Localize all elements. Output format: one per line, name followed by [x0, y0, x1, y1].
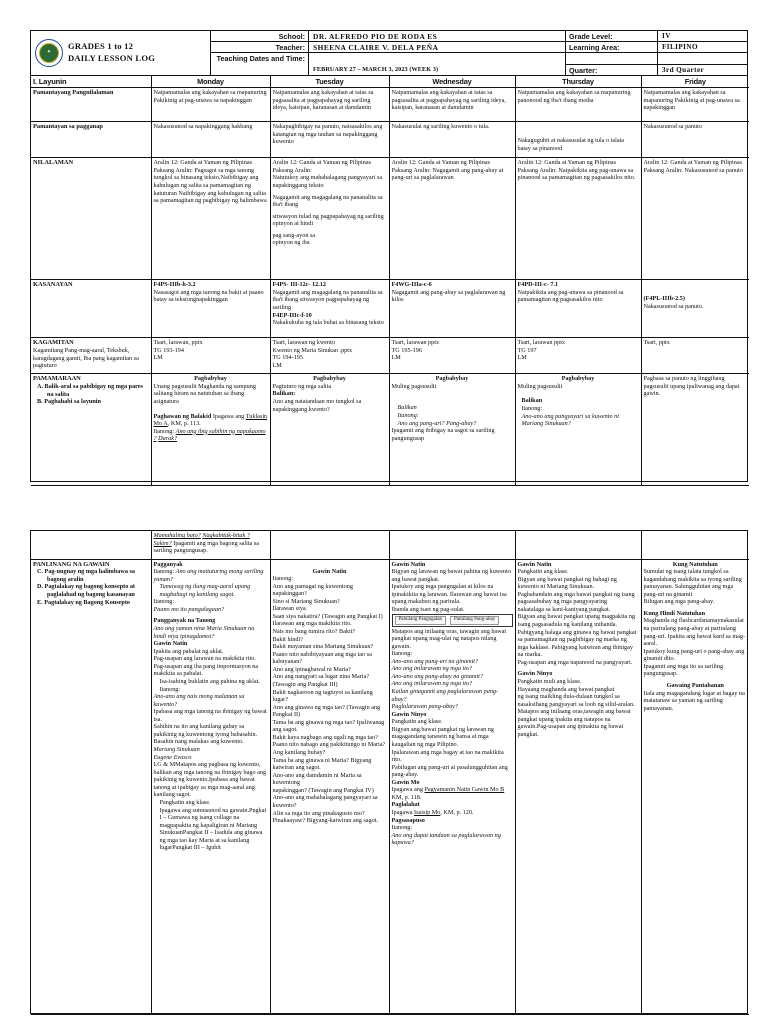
dates-value: FEBRUARY 27 – MARCH 3, 2023 (WEEK 3): [313, 65, 439, 73]
table-row: PAMAMARAAN A. Balik-aral sa pabibigay ng mga pares na salita B. Paghahabi sa layunin Pagbabybay Unang pagsusulit Maghanda ng sampung salitang hiram na natutuhan sa ibang asignatura Paghawan ng Balakid Ipagawa ang Tuklasin Mo A, KM, p. 113. Itanong: Ano ang ibig sabihin ng napakaamo ? Darak? Pagbabybay Pagtuturo ng mga salita Balikan: Ano ang natatandaan mo tungkol sa napakinggang kwento? Pagbabybay Muling pagsusulit Balikan Itanong: Ano ang pang-uri? Pang-abay? Ipagamit ang ibibigay na sagot sa sariling pangungusap Pagbabybay Muling pagsusulit Balikan Itanong: Ano-ano ang pangyayari sa kuwento ni Mariang Sinukuan? Pagbasa sa panuto ng linggihang pagsusulit upang ipaliwanag ang dapat gawin.: [31, 374, 749, 486]
cell-text: Nasasagot ang mga tanong na bakit at paano batay sa tekstongnapakinggan: [153, 288, 264, 304]
cell-heading: Gawin Natin: [517, 560, 552, 568]
procedure-item-c: C. Pag-uugnay ng mga halimbawa sa bagong aralin: [37, 568, 135, 583]
cell-text: Naipamamalas ang kakayahan sa mapanuring panonood ng iba't ibang media: [515, 88, 641, 122]
cell-heading: Pangganyak na Tanong: [153, 617, 216, 625]
cell-text: TG 195-196: [391, 346, 422, 354]
cell-text: Balikan:: [272, 390, 296, 398]
row-sublabel: Kagamitang Pang-mag-aaral, Teksbuk, karagdagang gamit, Iba pang kagamitan sa pagtuturo: [33, 347, 139, 370]
cell-text: Tsart, larawan pptx: [391, 339, 440, 347]
cell-heading: Gawin Natin: [153, 640, 188, 648]
row-label: PAMAMARAAN: [33, 375, 81, 383]
cell-text: Nagagamit ang magagalang na pananalita sa iba't ibang sitwasyon pagpapahayag ng sariling: [272, 288, 383, 311]
cell-text: Tsart, larawan, pptx: [153, 339, 203, 347]
grade-label: Grade Level:: [566, 31, 658, 41]
cell-heading: Pagganyak: [153, 560, 183, 568]
row-label: NILALAMAN: [31, 158, 151, 280]
cell-text: Paksang Aralin: Naipakikita ang pag-unawa sa pinanood sa pamamagitan ng pagsasakilos nito.: [517, 166, 636, 182]
cell-text: Naipakikita ang pag-unawa sa pinanood sa pamamagitan ng pagsasakilos nito: [517, 288, 624, 304]
cell-text: Muling pagsusulit: [517, 382, 563, 390]
quarter-value: 3rd Quarter: [662, 65, 705, 74]
cell-text: Tsart, larawan ng kwento: [272, 339, 335, 347]
lesson-table-1: [31, 76, 749, 486]
cell-text: Aralin 12: Ganda at Yaman ng Pilipinas: [272, 159, 371, 167]
cell-text: Aralin 12: Ganda at Yaman ng Pilipinas: [153, 159, 252, 167]
cell-heading: Gawin Ninyo: [517, 670, 553, 678]
row-label: Pamantayang Pangnilalaman: [31, 88, 151, 122]
cell-text: Balikan: [397, 404, 417, 412]
teacher-label: Teacher:: [211, 42, 309, 52]
row-label: KAGAMITAN: [33, 339, 74, 347]
procedure-item-e: E. Pagtalakay ng Bagong Konsepto: [37, 598, 130, 606]
cell-text: Paksang Aralin: Nakasusunod sa panuto: [643, 166, 743, 174]
title-line-2: DAILY LESSON LOG: [68, 53, 156, 63]
competency-code: F4PS- III-12c- 12.12: [272, 281, 326, 289]
area-label: Learning Area:: [566, 42, 658, 52]
cell-heading: Paglalahat: [391, 801, 420, 809]
cell-text: pag sang-ayon sa: [272, 231, 316, 239]
cell-heading: Pagsasapuso: [391, 816, 425, 824]
cell-text: sitwasyon tulad ng pagpapahayag ng sariling opinyon at hindi: [272, 212, 384, 228]
cell-text: TG 194-195: [272, 354, 303, 362]
cell-text: Nakasusulat ng sariling kuwento o tula.: [389, 122, 515, 158]
table-row: [31, 280, 749, 338]
cell-text: LM: [517, 354, 527, 362]
cell-text: Unang pagsusulit Maghanda ng sampung salitang hiram na natutuhan sa ibang asignatura: [153, 382, 256, 405]
cell-heading: Paghawan ng Balakid: [153, 412, 212, 420]
lesson-table-2: [31, 531, 749, 1015]
cell-heading: Kung Hindi Natutuhan: [643, 609, 706, 617]
cell-text: Nakagugubit at nakasusulat ng tula o talata batay sa pinanood: [517, 137, 625, 152]
cell-text: Itanong:: [521, 404, 543, 412]
school-label: School:: [211, 31, 309, 41]
cell-text: LM: [391, 354, 401, 362]
cell-heading: Gawin Natin: [312, 567, 347, 575]
lesson-link[interactable]: Isaisip Mo: [414, 809, 441, 817]
competency-code: (F4PL-IIIb-2.5): [643, 295, 685, 303]
school-value: DR. ALFREDO PIO DE RODA ES: [313, 32, 438, 41]
chart-col-adverb: Pamilang Pang-abay: [450, 616, 499, 624]
cell-text: Ano-ano ang pangyayari sa kuwento ni Mariang Sinukuan?: [521, 412, 619, 428]
cell-text: Nagagamit ang magagalang na pananalita sa iba't ibang: [272, 193, 383, 209]
table-row: PANLINANG NA GAWAIN C. Pag-uugnay ng mga halimbawa sa bagong aralin D. Pagtalakay ng bagong konsepto at paglalahad ng bagong kasanayan E. Pagtalakay ng Bagong Konsepto Pagganyak Itanong: Ano ang maituturing mong sariling yaman? Tumawag ng ilang mag-aaral upang magbahagi ng kanilang sagot. Itanong: Paano mo ito pangalagaan? Pangganyak na Tanong Ano ang yaman nina Maria Sinukuan na hindi niya ipinagdamot? Gawin Natin Ipakita ang pabalat ng aklat. Pag-usapan ang larawan na makikita rito. Pag-usapan ang iba pang impormasyon na makikita sa pabalat. Isa-isahing buklatin ang pahina ng aklat. Itanong: Ano-ano ang nais mong malaman sa kuwento? Ipabasa ang mga tanong na ibinigay ng bawat isa. Sabihin na ito ang kanilang gabay sa pakikinig ng kuwentong iyong babasahin. Basahin nang malakas ang kuwento. Mariang Sinukuan Eugene Evasco LG & MMatapos ang pagbasa ng kuwento, balikan ang mga tanong na ibinigay bago ang pakikinig ng kuwento.Ipabasa ang bawat tanong at ipabigay sa mga mag-aaral ang kanilang sagot. Pangkatin ang klase. Ipagawa ang sumusunod na gawain.Pngkat I – Gumawa ng isang collage na magpapakita ng kapaligiran ni Mariang SinukuanPangkat II – Isadula ang ginawa ng mga tao kay Maria at sa kanilang lugarPangkat III – Iguhit Gawin Natin Itanong: Ano ang pamagat ng kuwentong napakinggan? Sino si Mariang Sinukuan? Ilarawan siya. Saan siya nakatira? (Tawagin ang Pangkat I) Ilarawan ang mga makikita rito. Nais mo bang tumira rito? Bakit? Bakit hindi? Bakit mayaman sina Mariang Sinukuan? Paano nito nabibiyayaan ang mga tao sa kabuyanan? Ano ang ipinagbawal ni Maria? Ano ang nangyari sa lugar nina Maria? (Tawagin ang Pangkat III) Bakit nagkaroon ng tagtuyot sa kanilang lugar? Ano ang ginawa ng mga tao? (Tawagin ang Pangkat II) Tama ba ang ginawa ng mga tao? Ipaliwanag ang sagot. Bakit kaya nagbago ang ugali ng mga tao? Paano nito nabago ang pakikitungo ni Maria? Ang kanilang buhay? Tama ba ang ginawa ni Maria? Bigyang katwiran ang sagot. Ano-ano ang damdamin ni Maria sa kuwentong napakinggan? (Tawagin ang Pangkat IV) Ano-ano ang mahahalagang pangyayari sa kuwento? Alin sa mga ito ang pinakagusto mo? Pinakaayaw? Bigyang-katwiran ang sagot. Gawin Natin Bigyan ng larawan ng bawat pahina ng kuwento ang bawat pangkat. Ipatukoy ang mga pangngalan at kilos na ipinakikita ng larawan. Ilarawan ang bawat isa upang makabuo ng parirala. Ibanda ang tsart ng pag-sulat. Pamilang Pangngalan Pamilang Pang-abay Matapos ang inilaang oras, tawagin ang bawat pangkat upang mag-ulat ng natapos nilang gawain. Itanong: Ano-ano ang pang-uri na ginamit? Ano ang inilarawan ng mga ito? Ano-ano ang pang-abay na ginamit? Ano ang inilarawan ng mga ito? Kailan ginagamit ang paglalarawan pang-abay? Paglalarawan pang-abay? Gawin Ninyo Pangkatin ang klase. Bigyan ang bawat pangkat ng larawan ng magagandang tanawin ng bansa at mga kaugalian ng mga Pilipino. Ipalarawan ang mga bagay at tao na makikita rito. Pabilugan ang pang-uri at pasalungguhitan ang pang-abay. Gawin Mo Ipagawa ang Pagyamanin Natin Gawin Mo B KM, p. 118. Paglalahat Ipagawa Isaisip Mo, KM, p. 120. Pagsasapuso Itanong: Ano ang dapat tandaan sa paglalarawan ng kapuwa? Gawin Natin Pangkatin ang klase. Bigyan ang bawat pangkat ng bahagi ng kuwento ni Mariang Sinukuan. Paghahandain ang mga bawat pangkat ng isang pagsasabuhay ng mga pangyayaring nakatalaga sa kani-kaniyang pangkat. Bigyan ang bawat pangkat upang magpakita ng isang pagsasadula ng kanilang inihanda. Pabigyang halaga ang ginawa ng bawat pangkat sa pamamagitan ng pagbibigay ng marka ng mga kaklase. Pabigyang katwiran ang ibinigay na marka. Pag-usapan ang mga napanood na pangyayari. Gawin Ninyo Pangkatin muli ang klase. Hayaang maghanda ang bawat pangkat ng isang maikling dula-dulaan tungkol sa nasaksihang pangyayari sa loob ng silid-aralan. Matapos ang inilaang oras,tawagin ang bawat pangkat upang ipakita ang natapos na gawain.Pag-usapan ang ipinakita ng bawat pangkat. Kung Natutuhan Sumulat ng isang talata tungkol sa kagandahang makikita sa iyong sariling pamayanan. Salungguhitan ang mga pang-uri na ginamit Bilugan ang mga pang-abay. Kung Hindi Natutuhan Maghanda ng flashcardsnamaynakasulat na pariralang pang-abay at pariralang pang-uri. Ipakita ang bawat kard sa mag-aaral. Ipatukoy kung pang-uri o pang-abay ang ginamit dito. Ipagamit ang mga ito sa sariling pangungusap. Gawaing Pantahanan Itala ang magagandang lugar at bagay na matatanaw sa yaman ng sariling pamayanan.: [31, 559, 749, 1014]
cell-heading: Gawaing Pantahanan: [666, 681, 724, 689]
row-label: PANLINANG NA GAWAIN: [33, 560, 110, 568]
cell-text: Paksang Aralin:: [272, 166, 312, 174]
competency-code: F4EP-IIIc-f-10: [272, 311, 312, 319]
cell-text: Ano ang natatandaan mo tungkol sa napakinggang kwento?: [272, 397, 362, 413]
competency-code: F4PS-IIIb-h-3.2: [153, 281, 196, 289]
cell-text: Aralin 12: Ganda at Yaman ng Pilipinas: [391, 159, 490, 167]
cell-text: TG 197: [517, 346, 537, 354]
dll-header: [31, 31, 747, 76]
cell-text: Naipamamalas ang kakayahan sa mapanuring Pakikinig at pag-unawa sa napakinggan: [641, 88, 749, 122]
cell-text: Nakapagbibigay na panuto, naisasakilos ang katangian ng mga tauhan sa napakinggang kuwento: [270, 122, 389, 158]
area-value: FILIPINO: [662, 43, 698, 52]
cell-heading: Pagbabybay: [435, 375, 469, 383]
dates-label: Teaching Dates and Time:: [211, 53, 309, 75]
table-row: [31, 122, 749, 158]
cell-text: Kwento ng Maria Sinukan .pptx: [272, 346, 353, 354]
chart-col-noun: Pamilang Pangngalan: [395, 616, 446, 624]
cell-text: Naipamamalas ang kakayahan at tatas sa pagsasalita at pagpapahayag ng sariling ideya, kaisipan, karanasan at damdamin: [270, 88, 389, 122]
writing-chart-table: [392, 614, 513, 626]
dll-grade-info: [566, 31, 747, 75]
table-row: [31, 88, 749, 122]
cell-text: Nakasusunod sa panuto.: [643, 302, 704, 310]
procedure-item-a: A. Balik-aral sa pabibigay ng mga pares na salita: [37, 383, 143, 398]
lesson-log-sheet-1: [30, 30, 748, 482]
cell-text: Nakasusunod sa napakinggang hakbang: [151, 122, 270, 158]
cell-text: LM: [153, 354, 163, 362]
day-wednesday: Wednesday: [389, 76, 515, 88]
day-thursday: Thursday: [515, 76, 641, 88]
cell-heading: Kung Natutuhan: [672, 560, 718, 568]
cell-text: Tsart, larawan pptx: [517, 339, 566, 347]
day-header-row: [31, 76, 749, 88]
cell-text: Ipagamit ang ibibigay na sagot sa sariling pangungusap: [391, 427, 495, 442]
cell-text: Paksang Aralin: Pagsagot sa mga tanong tungkol sa binasang teksto.Naibibigay ang kahulugan ng salita sa pamamagitan ng katuturan Naibibigay ang kahulugan ng salita sa pamamagitan ng pagbibigay ng halimbawa: [153, 166, 267, 205]
cell-text: Nakakukuha ng tala buhat sa binasang teksto: [272, 319, 384, 327]
procedure-item-d: D. Pagtalakay ng bagong konsepto at paglalahad ng bagong kasanayan: [37, 583, 135, 598]
cell-text: Itanong:: [397, 411, 419, 419]
procedure-item-b: B. Paghahabi sa layunin: [37, 398, 101, 406]
row-label: Pamantayan sa pagganap: [31, 122, 151, 158]
table-row: [31, 158, 749, 280]
lesson-log-sheet-2: [30, 530, 748, 1014]
table-row: Mamahaling bato? Nagkabitak-bitak ? Sakim? Ipagamit ang mga bagong salita sa sariling pangungusap.: [31, 531, 749, 559]
cell-heading: Pagbabybay: [194, 375, 227, 383]
cell-text: Nakasusunod sa panuto: [641, 122, 749, 158]
dll-title-block: [31, 31, 211, 75]
title-line-1: GRADES 1 to 12: [68, 41, 134, 52]
cell-text: Naipamamalas ang kakayahan sa mapanuring Pakikinig at pag-unawa sa napakinggan: [151, 88, 270, 122]
cell-text: Aralin 12: Ganda at Yaman ng Pilipinas: [643, 159, 742, 167]
competency-code: F4PD-III-c- 7.1: [517, 281, 559, 289]
cell-text: Nagagamit ang pang-abay sa paglalarawan ng kilos: [391, 288, 506, 304]
cell-heading: Pagbabybay: [313, 375, 346, 383]
cell-heading: Gawin Natin: [391, 560, 426, 568]
day-friday: Friday: [641, 76, 749, 88]
cell-text: Natutukoy ang mahahalagang pangyayari sa napakinggang teksto: [272, 174, 383, 189]
cell-text: Pagtuturo ng mga salita: [272, 382, 332, 390]
day-tuesday: Tuesday: [270, 76, 389, 88]
col-layunin: I. Layunin: [31, 76, 151, 88]
teacher-value: SHEENA CLAIRE V. DELA PEÑA: [313, 43, 439, 53]
quarter-label: Quarter:: [566, 65, 658, 76]
lesson-link[interactable]: Tuklasin Mo A: [153, 412, 268, 428]
cell-text: Naipamamalas ang kakayahan at tatas sa pagsasalita at pagpapahayag ng sariling ideya, kaisipan, karanasan at damdamin: [389, 88, 515, 122]
cell-text: Paksang Aralin: Nagagamit ang pang-abay at pang-uri sa paglalarawan: [391, 166, 504, 182]
competency-code: F4WG-IIIa-c-6: [391, 281, 432, 289]
cell-heading: Pagbabybay: [561, 375, 595, 383]
cell-text: Pagbasa sa panuto ng linggihang pagsusulit upang ipaliwanag ang dapat gawin.: [643, 375, 740, 398]
cell-text: opinyon ng iba: [272, 239, 310, 247]
cell-heading: Gawin Mo: [391, 778, 420, 786]
cell-text: Ano ang pang-uri? Pang-abay?: [397, 419, 477, 427]
cell-text: TG 193-194: [153, 346, 184, 354]
dll-school-info: [211, 31, 566, 75]
cell-text: Aralin 12: Ganda at Yaman ng Pilipinas: [517, 159, 616, 167]
grade-value: IV: [662, 32, 671, 40]
cell-text: Muling pagsusulit: [391, 382, 437, 390]
cell-text: LM: [272, 361, 282, 369]
table-row: [31, 338, 749, 374]
cell-text: Tsart, pptx: [643, 339, 670, 347]
deped-seal-icon: ✦: [35, 39, 63, 67]
cell-text: Balikan: [521, 397, 543, 405]
cell-heading: Gawin Ninyo: [391, 710, 427, 718]
lesson-link[interactable]: Pagyamanin Natin Gawin Mo B: [424, 786, 505, 794]
row-label: KASANAYAN: [31, 280, 151, 338]
day-monday: Monday: [151, 76, 270, 88]
